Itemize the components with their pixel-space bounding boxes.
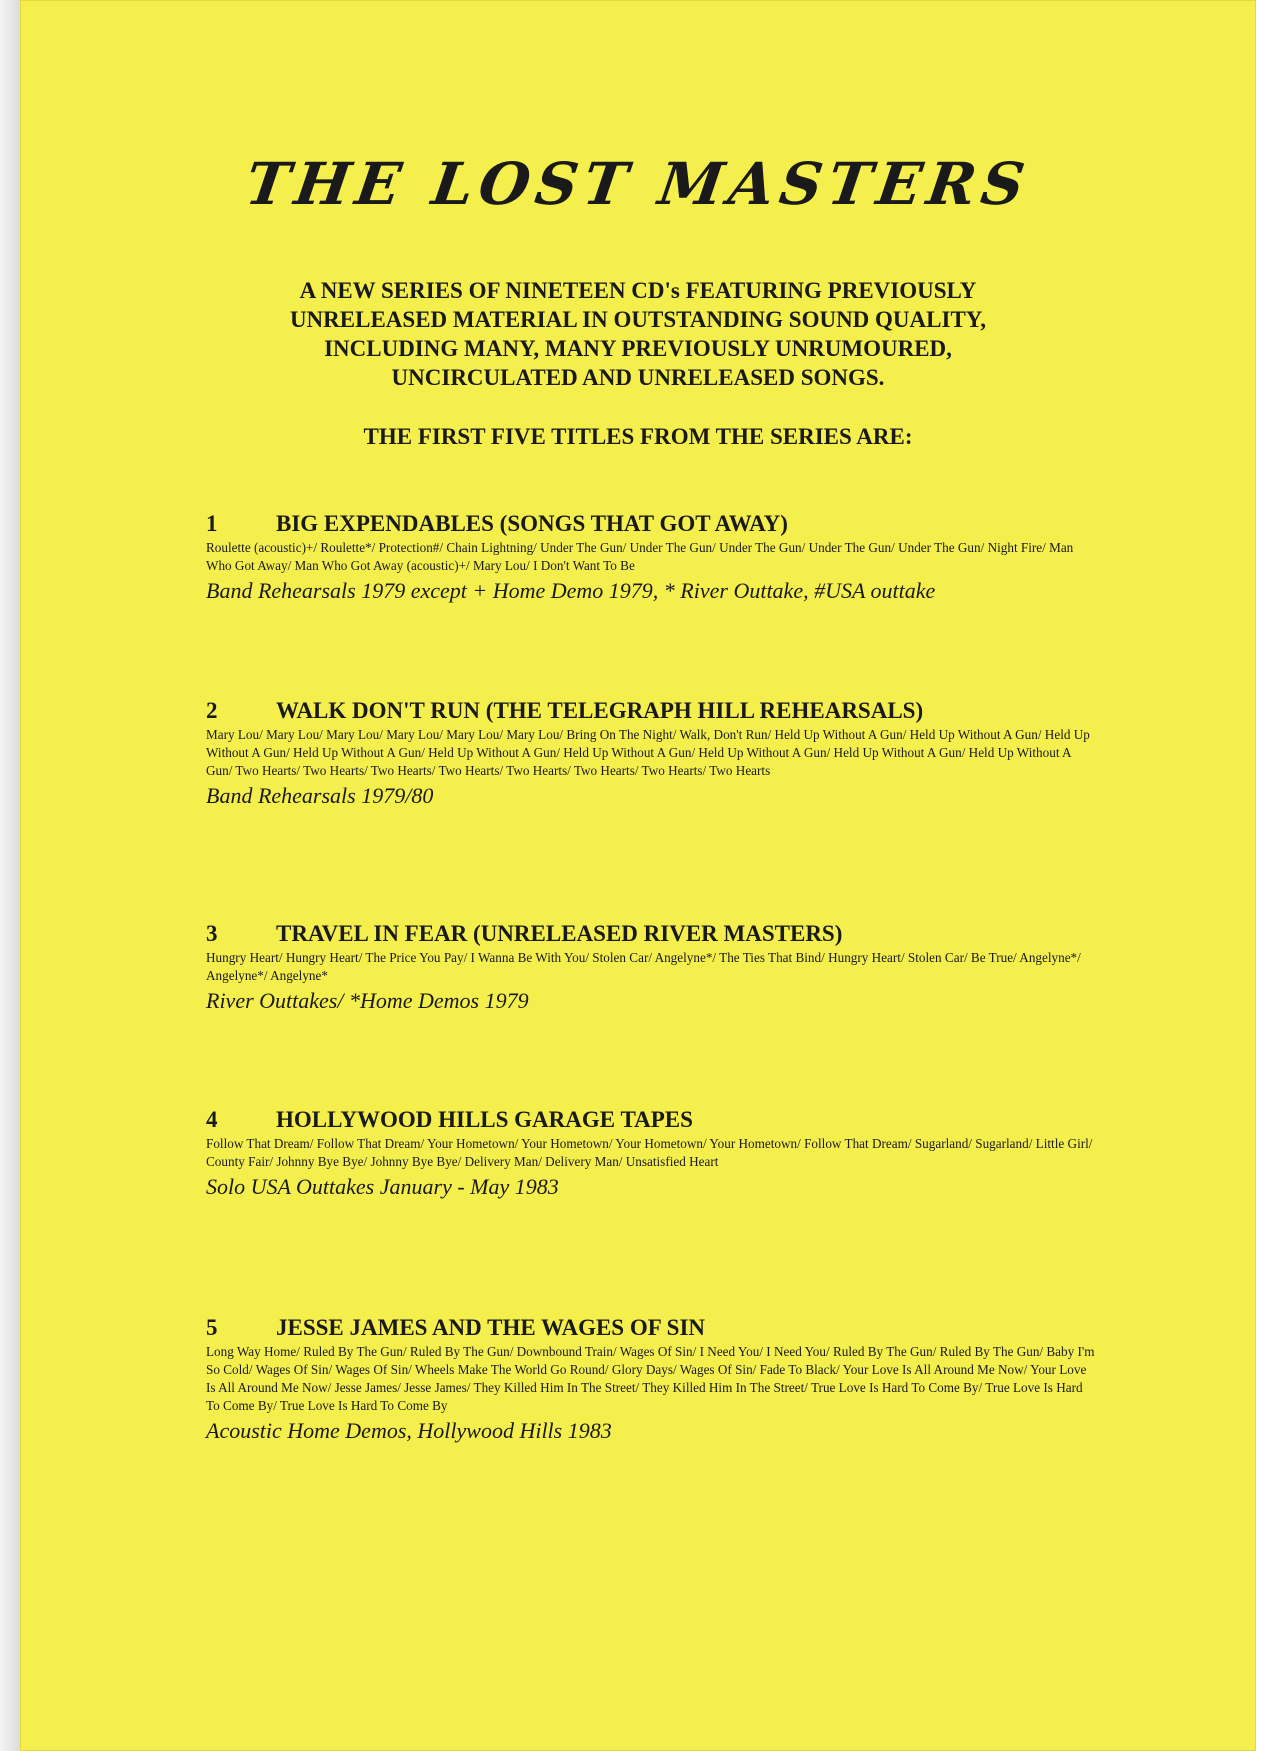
release-tracklist: Follow That Dream/ Follow That Dream/ Your Hometown/ Your Hometown/ Your Hometown/ Your Hometown/ Follow That Dream/ Sugarland/ Sugarland/ Little Girl/ County Fair/ Johnny Bye Bye/ Johnny Bye Bye/ Delivery Man/ Delivery Man/ Unsatisfied Heart — [206, 1136, 1093, 1169]
release-number: 1 — [206, 511, 218, 536]
release-source-note: Band Rehearsals 1979 except + Home Demo 1979, * River Outtake, #USA outtake — [206, 578, 936, 603]
release-heading — [206, 1106, 1096, 1134]
release-source-note: Band Rehearsals 1979/80 — [206, 783, 434, 808]
release-title: JESSE JAMES AND THE WAGES OF SIN — [276, 1315, 706, 1340]
intro-line: INCLUDING MANY, MANY PREVIOUSLY UNRUMOURED, — [324, 336, 952, 361]
intro-line: UNCIRCULATED AND UNRELEASED SONGS. — [391, 365, 885, 390]
page-edge-shadow — [0, 0, 20, 1751]
release-tracklist: Long Way Home/ Ruled By The Gun/ Ruled By The Gun/ Downbound Train/ Wages Of Sin/ I Need You/ I Need You/ Ruled By The Gun/ Ruled By The Gun/ Baby I'm So Cold/ Wages Of Sin/ Wages Of Sin/ Wheels Make The World Go Round/ Glory Days/ Wages Of Sin/ Fade To Black/ Your Love Is All Around Me Now/ Your Love Is All Around Me Now/ Jesse James/ Jesse James/ They Killed Him In The Street/ They Killed Him In The Street/ True Love Is Hard To Come By/ True Love Is Hard To Come By/ True Love Is Hard To Come By — [206, 1344, 1095, 1413]
release-source-note: Solo USA Outtakes January - May 1983 — [206, 1174, 559, 1199]
intro-text — [20, 276, 1256, 392]
release-item — [206, 1314, 1096, 1445]
release-item — [206, 510, 1096, 605]
release-heading — [206, 697, 1096, 725]
release-item — [206, 920, 1096, 1015]
release-source-note: River Outtakes/ *Home Demos 1979 — [206, 988, 529, 1013]
series-subheading: THE FIRST FIVE TITLES FROM THE SERIES ARE: — [363, 424, 913, 449]
page-title: THE LOST MASTERS — [241, 150, 1035, 218]
intro-line: A NEW SERIES OF NINETEEN CD's FEATURING PREVIOUSLY — [299, 278, 977, 303]
release-number: 3 — [206, 921, 218, 946]
release-heading — [206, 1314, 1096, 1342]
release-heading — [206, 920, 1096, 948]
release-tracklist: Roulette (acoustic)+/ Roulette*/ Protection#/ Chain Lightning/ Under The Gun/ Under The Gun/ Under The Gun/ Under The Gun/ Under The Gun/ Night Fire/ Man Who Got Away/ Man Who Got Away (acoustic)+/ Mary Lou/ I Don't Want To Be — [206, 540, 1074, 573]
release-item — [206, 697, 1096, 810]
release-title: WALK DON'T RUN (THE TELEGRAPH HILL REHEARSALS) — [276, 698, 924, 723]
release-title: TRAVEL IN FEAR (UNRELEASED RIVER MASTERS) — [276, 921, 843, 946]
document-sheet — [20, 0, 1256, 1751]
release-title: BIG EXPENDABLES (SONGS THAT GOT AWAY) — [276, 511, 788, 536]
release-number: 4 — [206, 1107, 218, 1132]
release-number: 5 — [206, 1315, 218, 1340]
release-tracklist: Mary Lou/ Mary Lou/ Mary Lou/ Mary Lou/ Mary Lou/ Mary Lou/ Bring On The Night/ Walk, Don't Run/ Held Up Without A Gun/ Held Up Without A Gun/ Held Up Without A Gun/ Held Up Without A Gun/ Held Up Without A Gun/ Held Up Without A Gun/ Held Up Without A Gun/ Held Up Without A Gun/ Held Up Without A Gun/ Two Hearts/ Two Hearts/ Two Hearts/ Two Hearts/ Two Hearts/ Two Hearts/ Two Hearts/ Two Hearts — [206, 727, 1090, 778]
release-source-note: Acoustic Home Demos, Hollywood Hills 1983 — [206, 1418, 612, 1443]
release-item — [206, 1106, 1096, 1201]
intro-line: UNRELEASED MATERIAL IN OUTSTANDING SOUND QUALITY, — [289, 307, 987, 332]
release-number: 2 — [206, 698, 218, 723]
release-heading — [206, 510, 1096, 538]
release-tracklist: Hungry Heart/ Hungry Heart/ The Price You Pay/ I Wanna Be With You/ Stolen Car/ Angelyne*/ The Ties That Bind/ Hungry Heart/ Stolen Car/ Be True/ Angelyne*/ Angelyne*/ Angelyne* — [206, 950, 1081, 983]
release-title: HOLLYWOOD HILLS GARAGE TAPES — [276, 1107, 693, 1132]
